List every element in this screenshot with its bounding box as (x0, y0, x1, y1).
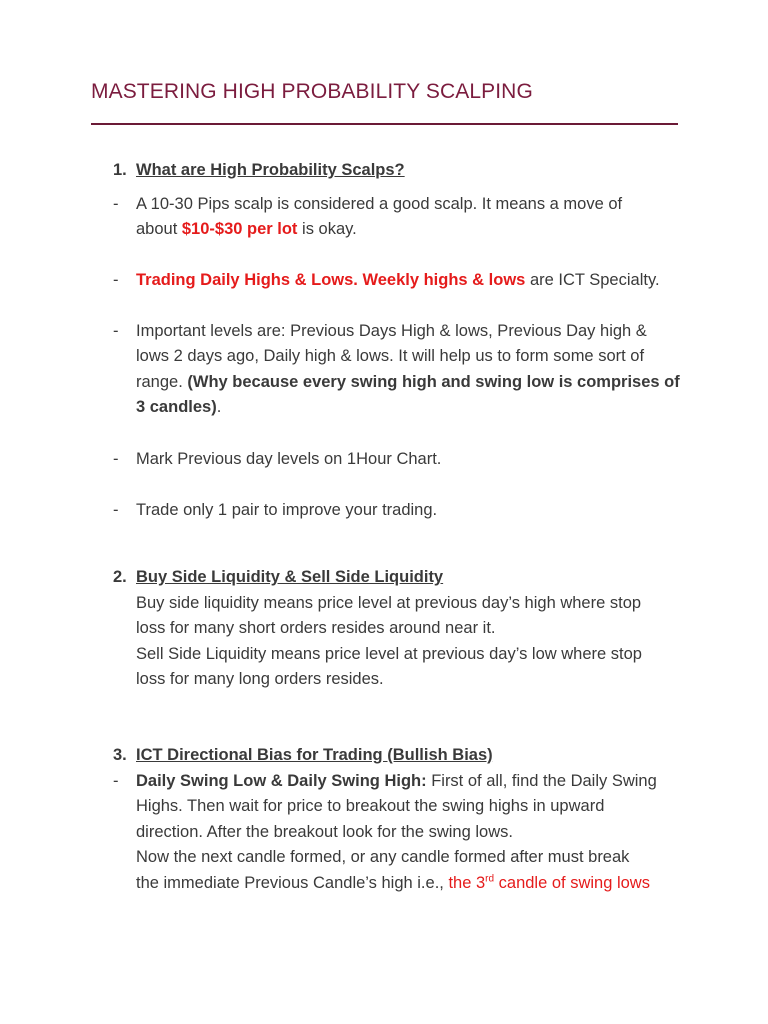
paragraph-line: direction. After the breakout look for the swing lows. (136, 823, 513, 841)
paragraph-line: loss for many long orders resides. (136, 670, 384, 688)
paragraph-line: lows 2 days ago, Daily high & lows. It will help us to form some sort of (136, 347, 645, 365)
paragraph-line: Trade only 1 pair to improve your trading. (136, 501, 438, 519)
document-title: MASTERING HIGH PROBABILITY SCALPING (91, 80, 533, 103)
paragraph-line: Highs. Then wait for price to breakout the swing highs in upward (136, 797, 605, 815)
highlight-text: Trading Daily Highs & Lows. Weekly highs & lows (136, 271, 526, 289)
section-2-heading: Buy Side Liquidity & Sell Side Liquidity (136, 568, 444, 586)
paragraph-line: range. (Why because every swing high and swing low is comprises of (136, 373, 680, 391)
highlight-text: the 3 (448, 874, 486, 892)
paragraph-line: Mark Previous day levels on 1Hour Chart. (136, 450, 442, 468)
paragraph-line: about $10-$30 per lot is okay. (136, 220, 357, 238)
paragraph-line: 3 candles). (136, 398, 222, 416)
bullet-dash: - (113, 772, 119, 790)
paragraph-line: Trading Daily Highs & Lows. Weekly highs & lows are ICT Specialty. (136, 271, 660, 289)
bullet-dash: - (113, 195, 119, 213)
title-divider (91, 123, 678, 125)
section-1-heading: What are High Probability Scalps? (136, 161, 405, 179)
section-2-number: 2. (113, 568, 127, 586)
bold-text: 3 candles) (136, 398, 217, 416)
bullet-dash: - (113, 271, 119, 289)
paragraph-line: Buy side liquidity means price level at previous day’s high where stop (136, 594, 642, 612)
section-1-number: 1. (113, 161, 127, 179)
paragraph-line: the immediate Previous Candle’s high i.e., the 3rd candle of swing lows (136, 873, 650, 892)
highlight-text: candle of swing lows (494, 874, 650, 892)
highlight-text: $10-$30 per lot (181, 220, 298, 238)
bullet-dash: - (113, 450, 119, 468)
paragraph-line: Now the next candle formed, or any candle formed after must break (136, 848, 630, 866)
section-3-number: 3. (113, 746, 127, 764)
paragraph-line: Daily Swing Low & Daily Swing High: First of all, find the Daily Swing (136, 772, 657, 790)
paragraph-line: A 10-30 Pips scalp is considered a good scalp. It means a move of (136, 195, 623, 213)
bullet-dash: - (113, 322, 119, 340)
superscript-text: rd (485, 873, 495, 885)
paragraph-line: loss for many short orders resides around near it. (136, 619, 496, 637)
paragraph-line: Important levels are: Previous Days High & lows, Previous Day high & (136, 322, 647, 340)
bullet-dash: - (113, 501, 119, 519)
section-3-heading: ICT Directional Bias for Trading (Bullish Bias) (136, 746, 493, 764)
bold-text: Daily Swing Low & Daily Swing High: (136, 772, 427, 790)
bold-text: (Why because every swing high and swing low is comprises of (187, 373, 680, 391)
paragraph-line: Sell Side Liquidity means price level at previous day’s low where stop (136, 645, 642, 663)
